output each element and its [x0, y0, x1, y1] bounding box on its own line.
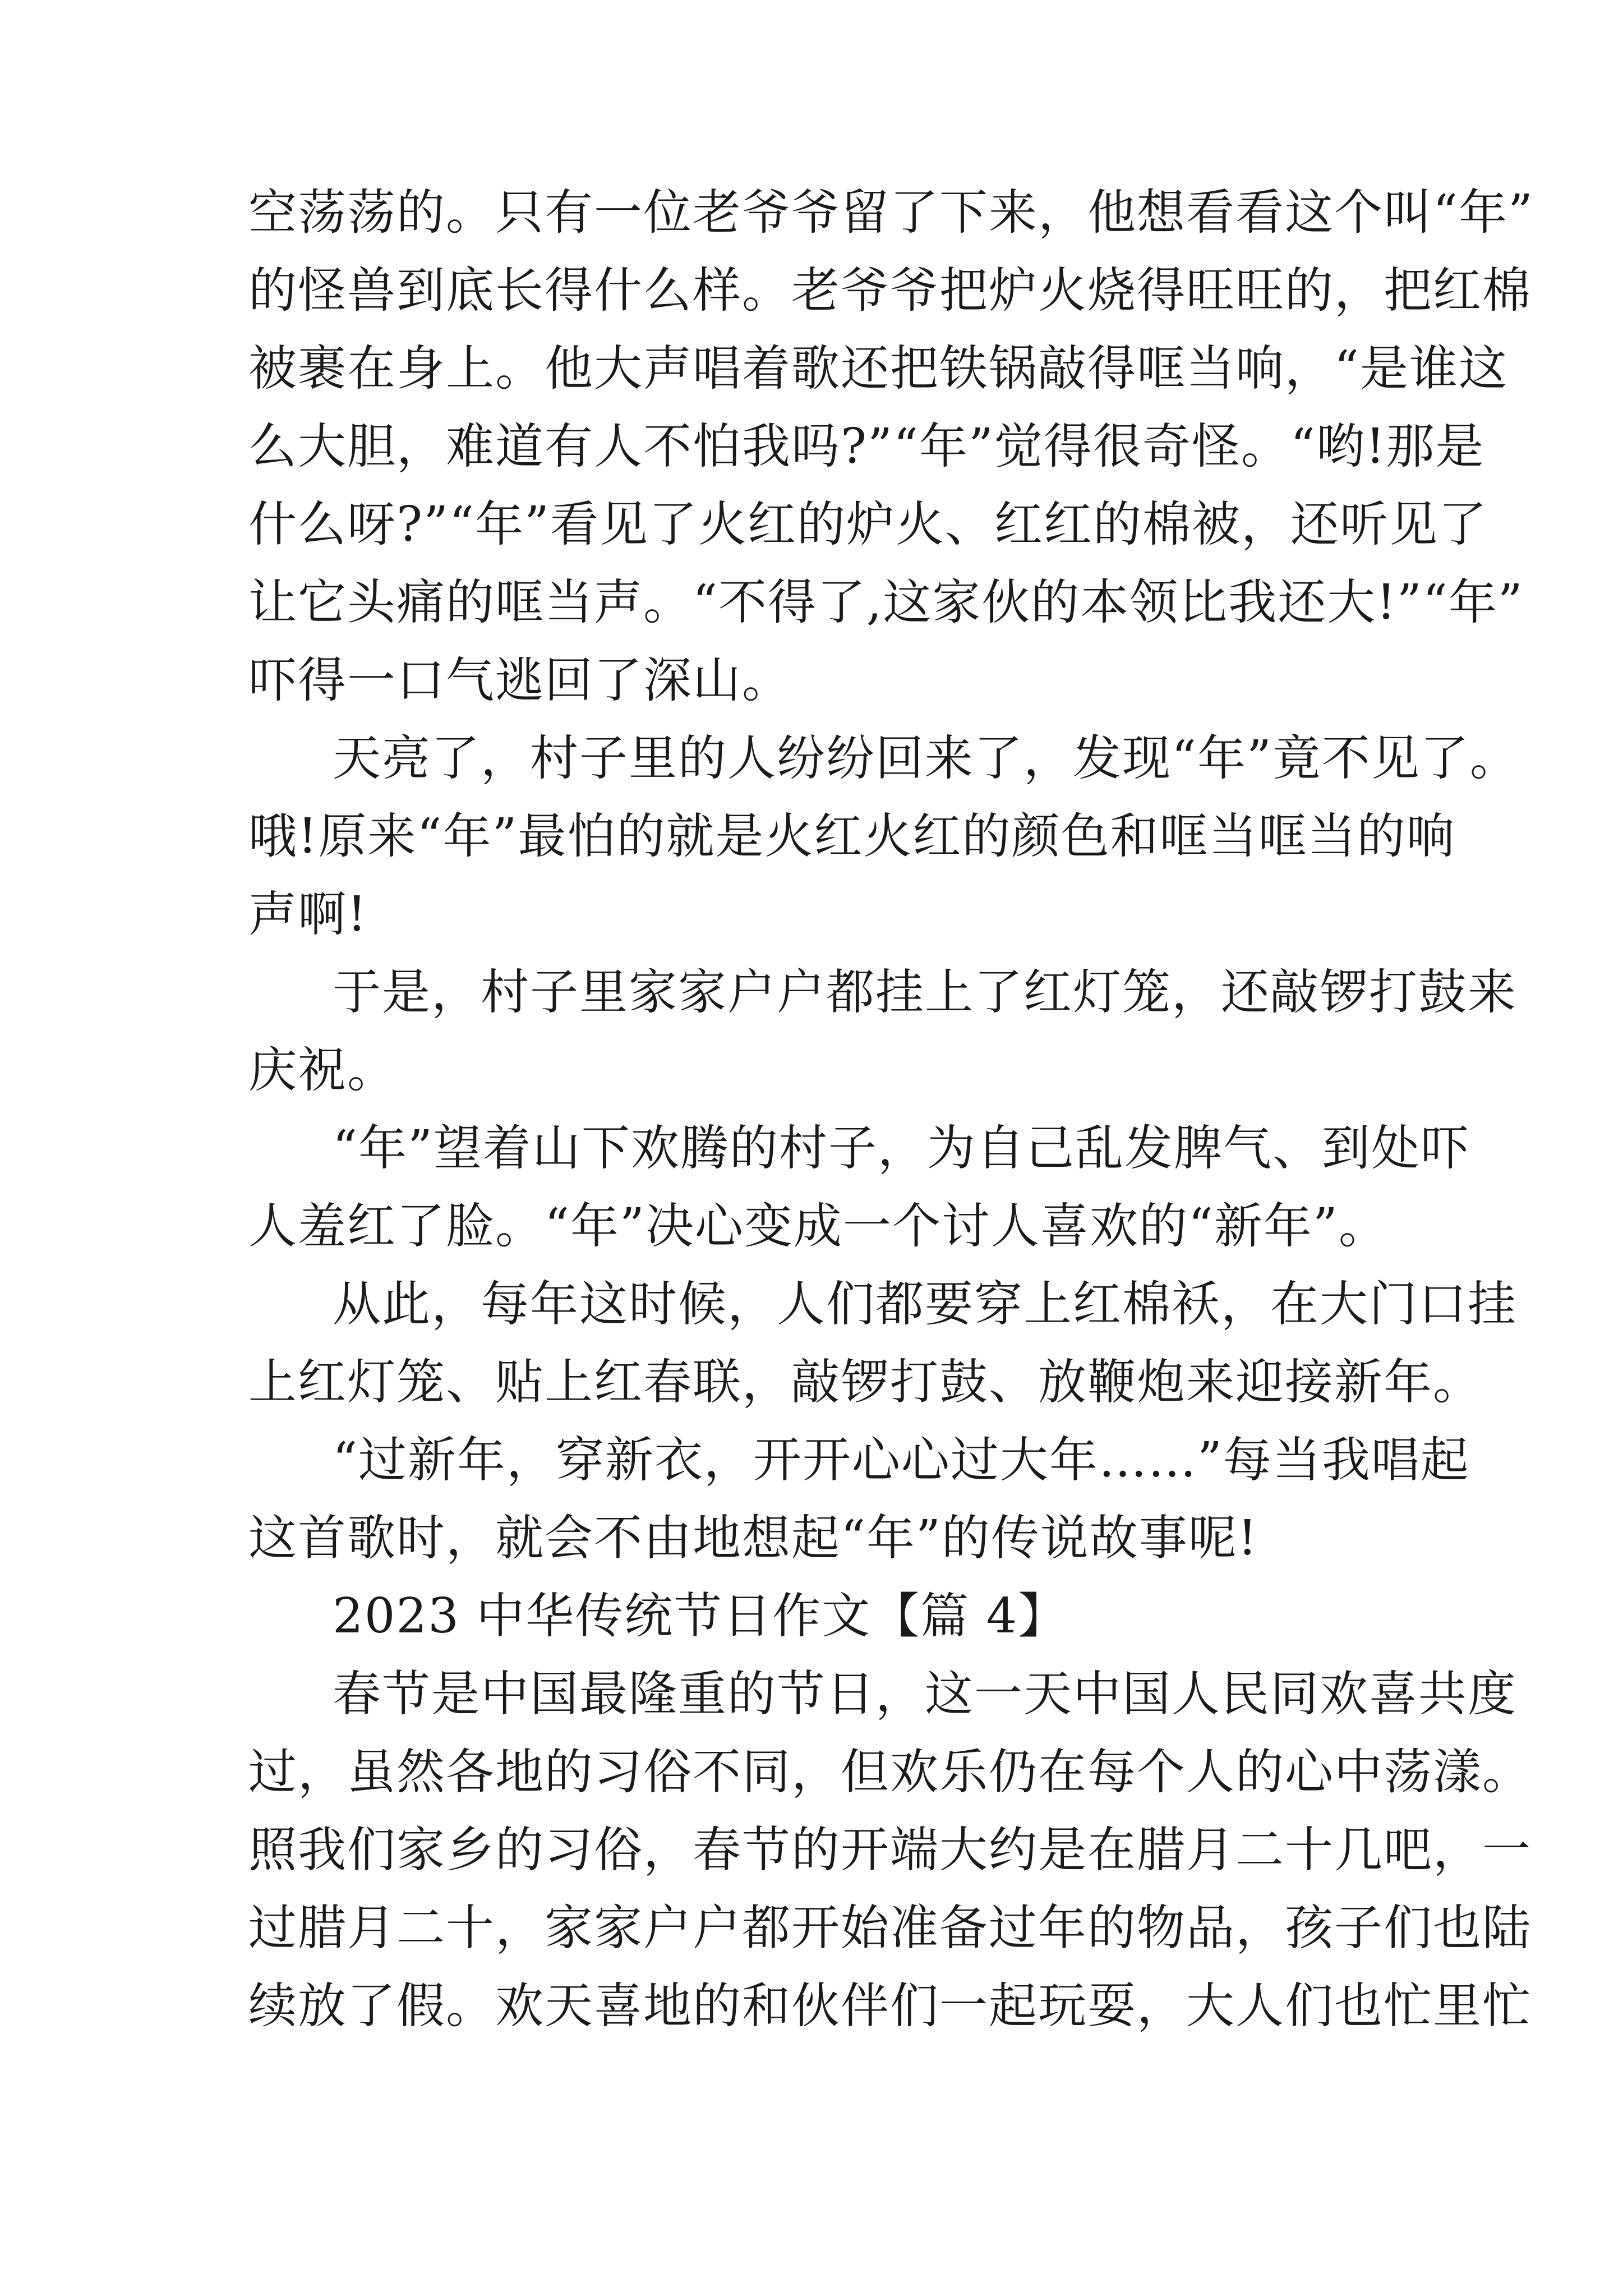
- text-line-21: 过，虽然各地的习俗不同，但欢乐仍在每个人的心中荡漾。: [248, 1744, 1532, 1800]
- essay-body: [248, 174, 1534, 2045]
- text-line-17: “过新年，穿新衣，开开心心过大年……”每当我唱起: [333, 1432, 1470, 1488]
- text-line-1: 空荡荡的。只有一位老爷爷留了下来，他想看看这个叫“年”: [248, 185, 1534, 241]
- text-line-14: 人羞红了脸。“年”决心变成一个讨人喜欢的“新年”。: [248, 1198, 1388, 1254]
- text-line-22: 照我们家乡的习俗，春节的开端大约是在腊月二十几吧，一: [248, 1822, 1532, 1878]
- text-line-13: “年”望着山下欢腾的村子，为自己乱发脾气、到处吓: [333, 1120, 1470, 1176]
- text-line-16: 上红灯笼、贴上红春联，敲锣打鼓、放鞭炮来迎接新年。: [248, 1354, 1482, 1410]
- section-heading: 2023 中华传统节日作文【篇 4】: [333, 1588, 1068, 1644]
- text-line-7: 吓得一口气逃回了深山。: [248, 652, 791, 708]
- text-line-11: 于是，村子里家家户户都挂上了红灯笼，还敲锣打鼓来: [333, 964, 1517, 1020]
- text-line-18: 这首歌时，就会不由地想起“年”的传说故事呢!: [248, 1510, 1258, 1566]
- text-line-6: 让它头痛的哐当声。“不得了,这家伙的本领比我还大!”“年”: [248, 574, 1524, 631]
- text-line-9: 哦!原来“年”最怕的就是火红火红的颜色和哐当哐当的响: [248, 808, 1456, 864]
- text-line-3: 被裹在身上。他大声唱着歌还把铁锅敲得哐当响，“是谁这: [248, 341, 1508, 397]
- text-line-20: 春节是中国最隆重的节日，这一天中国人民同欢喜共度: [333, 1666, 1517, 1722]
- text-line-24: 续放了假。欢天喜地的和伙伴们一起玩耍，大人们也忙里忙: [248, 1978, 1532, 2034]
- text-line-15: 从此，每年这时候，人们都要穿上红棉袄，在大门口挂: [333, 1276, 1517, 1332]
- text-line-5: 什么呀?”“年”看见了火红的炉火、红红的棉被，还听见了: [248, 496, 1488, 553]
- text-line-4: 么大胆，难道有人不怕我吗?”“年”觉得很奇怪。“哟!那是: [248, 418, 1485, 475]
- text-line-2: 的怪兽到底长得什么样。老爷爷把炉火烧得旺旺的，把红棉: [248, 263, 1532, 319]
- text-line-12: 庆祝。: [248, 1042, 396, 1098]
- text-line-10: 声啊!: [248, 886, 368, 942]
- text-line-8: 天亮了，村子里的人纷纷回来了，发现“年”竟不见了。: [333, 730, 1519, 786]
- text-line-23: 过腊月二十，家家户户都开始准备过年的物品，孩子们也陆: [248, 1900, 1532, 1956]
